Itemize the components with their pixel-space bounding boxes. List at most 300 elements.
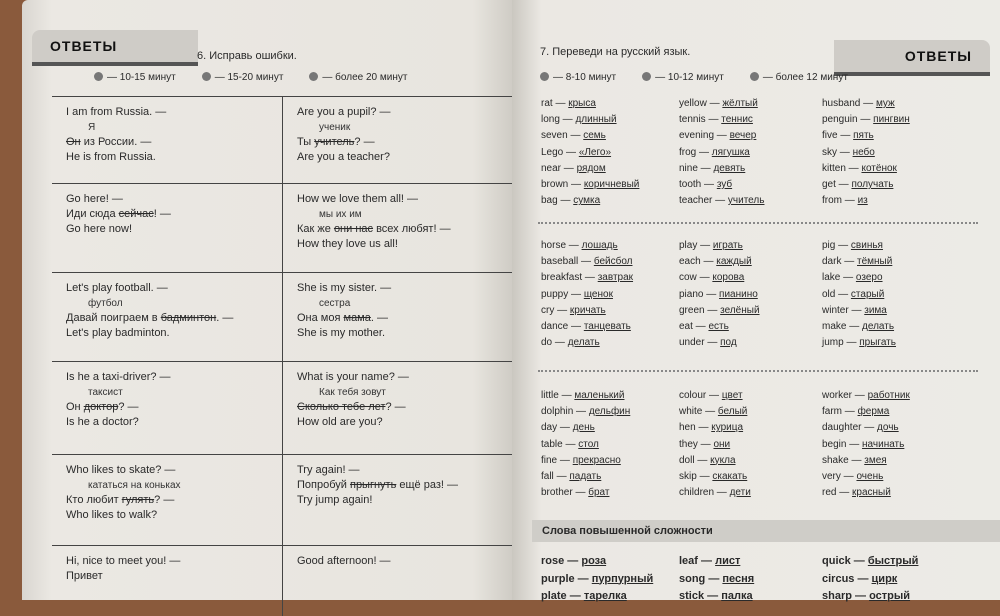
russian-word: вечер bbox=[729, 130, 757, 142]
struck-word: мама bbox=[343, 312, 371, 324]
russian-word: играть bbox=[712, 240, 743, 251]
english-word: sky bbox=[822, 146, 837, 158]
word-pair: dance — танцевать bbox=[541, 321, 631, 333]
english-word: begin bbox=[822, 438, 847, 450]
english-word: hen bbox=[679, 422, 696, 434]
table-cell bbox=[282, 546, 512, 616]
table-row bbox=[52, 545, 512, 616]
answers-tab-right: ОТВЕТЫ bbox=[834, 40, 990, 76]
corrected-sentence: Try jump again! bbox=[297, 494, 373, 506]
russian-word: небо bbox=[852, 146, 875, 158]
left-page bbox=[22, 0, 512, 600]
english-word: near bbox=[541, 162, 562, 174]
struck-word: сейчас bbox=[118, 208, 154, 220]
russian-word: старый bbox=[850, 288, 885, 300]
russian-word: тарелка bbox=[583, 590, 627, 602]
russian-word: получать bbox=[851, 179, 894, 191]
word-pair: from — из bbox=[822, 195, 868, 207]
english-word: jump bbox=[822, 337, 844, 349]
russian-word: котёнок bbox=[861, 162, 897, 174]
english-word: puppy bbox=[541, 288, 569, 300]
russian-word: зелёный bbox=[720, 304, 760, 316]
table-cell bbox=[282, 455, 512, 545]
timer-row-left bbox=[94, 72, 407, 83]
word-pair: husband — муж bbox=[822, 98, 895, 109]
english-word: worker bbox=[822, 390, 853, 401]
translation-line: Ты учитель? — bbox=[297, 136, 375, 148]
word-pair: make — делать bbox=[822, 321, 895, 333]
russian-word: лягушка bbox=[711, 146, 750, 158]
table-row bbox=[52, 361, 512, 454]
russian-word: маленький bbox=[574, 390, 625, 401]
english-word: tooth bbox=[679, 179, 702, 191]
russian-word: сумка bbox=[573, 195, 601, 207]
table-cell bbox=[52, 362, 282, 454]
word-pair: kitten — котёнок bbox=[822, 162, 897, 174]
word-pair: jump — прыгать bbox=[822, 337, 896, 349]
english-word: shake bbox=[822, 454, 849, 466]
word-pair: play — играть bbox=[679, 240, 743, 251]
english-word: five bbox=[822, 130, 838, 142]
handwritten-correction: сестра bbox=[319, 298, 351, 309]
russian-word: танцевать bbox=[583, 321, 631, 333]
russian-word: начинать bbox=[862, 438, 905, 450]
word-column bbox=[679, 388, 751, 501]
word-pair: tooth — зуб bbox=[679, 179, 733, 191]
english-word: dark bbox=[822, 256, 842, 268]
word-pair: colour — цвет bbox=[679, 390, 743, 401]
word-pair: sky — небо bbox=[822, 146, 875, 158]
word-pair: fine — прекрасно bbox=[541, 454, 621, 466]
english-word: purple bbox=[541, 572, 575, 585]
word-column bbox=[822, 388, 910, 501]
russian-word: под bbox=[720, 337, 737, 349]
word-pair: yellow — жёлтый bbox=[679, 98, 758, 109]
struck-word: гулять bbox=[121, 494, 155, 506]
word-pair: pig — свинья bbox=[822, 240, 883, 251]
russian-word: жёлтый bbox=[722, 98, 758, 109]
word-pair: rat — крыса bbox=[541, 98, 596, 109]
handwritten-correction: мы их им bbox=[319, 209, 362, 220]
corrected-sentence: Who likes to walk? bbox=[66, 509, 158, 521]
english-word: teacher bbox=[679, 195, 713, 207]
word-pair: plate — тарелка bbox=[541, 590, 627, 602]
russian-word: они bbox=[713, 438, 731, 450]
word-pair: dark — тёмный bbox=[822, 256, 893, 268]
corrected-sentence: He is from Russia. bbox=[66, 151, 156, 163]
source-sentence: Hi, nice to meet you! — bbox=[66, 555, 181, 567]
source-sentence: Are you a pupil? — bbox=[297, 106, 391, 118]
english-word: brown bbox=[541, 179, 569, 191]
russian-word: острый bbox=[869, 590, 911, 602]
advanced-words-header: Слова повышенной сложности bbox=[532, 520, 1000, 542]
russian-word: кукла bbox=[710, 454, 736, 466]
english-word: brother bbox=[541, 487, 573, 499]
handwritten-correction: ученик bbox=[319, 122, 351, 133]
russian-word: коричневый bbox=[583, 179, 640, 191]
english-word: song bbox=[679, 572, 706, 585]
translation-line: Сколько тебе лет? — bbox=[297, 401, 406, 413]
english-word: Lego bbox=[541, 146, 564, 158]
word-pair: Lego — «Лего» bbox=[541, 146, 612, 158]
source-sentence: Try again! — bbox=[297, 464, 360, 476]
word-pair: get — получать bbox=[822, 179, 894, 191]
timer-row-right bbox=[540, 72, 848, 83]
corrected-sentence: Is he a doctor? bbox=[66, 416, 139, 428]
russian-word: зима bbox=[864, 304, 887, 316]
source-sentence: Let's play football. — bbox=[66, 282, 168, 294]
russian-word: стол bbox=[578, 438, 599, 450]
word-pair: old — старый bbox=[822, 288, 885, 300]
smile-icon bbox=[94, 72, 103, 81]
english-word: fall bbox=[541, 471, 554, 483]
english-word: seven bbox=[541, 130, 568, 142]
word-pair: song — песня bbox=[679, 572, 755, 585]
word-pair: red — красный bbox=[822, 487, 891, 499]
english-word: breakfast bbox=[541, 272, 583, 284]
word-pair: little — маленький bbox=[541, 390, 625, 401]
english-word: circus bbox=[822, 572, 855, 585]
english-word: old bbox=[822, 288, 836, 300]
table-cell bbox=[52, 455, 282, 545]
english-word: red bbox=[822, 487, 837, 499]
english-word: baseball bbox=[541, 256, 579, 268]
english-word: get bbox=[822, 179, 836, 191]
source-sentence: Go here! — bbox=[66, 193, 123, 205]
table-cell bbox=[52, 184, 282, 272]
corrections-table bbox=[52, 96, 512, 616]
russian-word: дельфин bbox=[588, 406, 631, 418]
corrected-sentence: Are you a teacher? bbox=[297, 151, 390, 163]
russian-word: песня bbox=[722, 572, 755, 585]
english-word: doll bbox=[679, 454, 695, 466]
word-pair: quick — быстрый bbox=[822, 555, 919, 567]
english-word: from bbox=[822, 195, 842, 207]
word-pair: dolphin — дельфин bbox=[541, 406, 631, 418]
english-word: kitten bbox=[822, 162, 846, 174]
english-word: day bbox=[541, 422, 558, 434]
handwritten-correction: Я bbox=[88, 122, 96, 133]
timer-1: — 8-10 минут bbox=[540, 72, 616, 83]
russian-word: «Лего» bbox=[578, 146, 612, 158]
word-pair: skip — скакать bbox=[679, 471, 748, 483]
english-word: piano bbox=[679, 288, 704, 300]
english-word: colour bbox=[679, 390, 707, 401]
english-word: lake bbox=[822, 272, 841, 284]
word-pair: white — белый bbox=[679, 406, 748, 418]
translation-line: Иди сюда сейчас! — bbox=[66, 208, 171, 220]
word-pair: cow — корова bbox=[679, 272, 745, 284]
russian-word: пианино bbox=[719, 288, 758, 300]
corrected-sentence: How old are you? bbox=[297, 416, 383, 428]
russian-word: зуб bbox=[716, 179, 733, 191]
word-pair: baseball — бейсбол bbox=[541, 256, 633, 268]
russian-word: работник bbox=[867, 390, 910, 401]
table-row bbox=[52, 96, 512, 183]
word-pair: frog — лягушка bbox=[679, 146, 750, 158]
handwritten-correction: Как тебя зовут bbox=[319, 387, 386, 398]
word-column bbox=[541, 388, 630, 501]
russian-word: цирк bbox=[871, 572, 898, 585]
russian-word: пять bbox=[853, 130, 874, 142]
handwritten-correction: футбол bbox=[88, 298, 123, 309]
russian-word: ферма bbox=[857, 406, 890, 418]
russian-word: падать bbox=[569, 471, 602, 483]
russian-word: скакать bbox=[712, 471, 748, 483]
word-pair: farm — ферма bbox=[822, 406, 890, 418]
word-pair: fall — падать bbox=[541, 471, 602, 483]
russian-word: прекрасно bbox=[572, 454, 621, 466]
word-column bbox=[679, 553, 754, 606]
word-pair: cry — кричать bbox=[541, 304, 606, 316]
english-word: daughter bbox=[822, 422, 862, 434]
word-column bbox=[541, 96, 639, 209]
word-pair: under — под bbox=[679, 337, 737, 349]
russian-word: день bbox=[572, 422, 595, 434]
translation-line: Он доктор? — bbox=[66, 401, 139, 413]
translation-line: Попробуй прыгнуть ещё раз! — bbox=[297, 479, 458, 491]
word-pair: worker — работник bbox=[822, 390, 910, 401]
word-pair: winter — зима bbox=[822, 304, 887, 316]
word-pair: brother — брат bbox=[541, 487, 610, 499]
russian-word: роза bbox=[581, 555, 607, 567]
corrected-sentence: How they love us all! bbox=[297, 238, 398, 250]
english-word: table bbox=[541, 438, 563, 450]
table-cell bbox=[282, 184, 512, 272]
timer-3: — более 20 минут bbox=[309, 72, 407, 83]
russian-word: змея bbox=[864, 454, 887, 466]
word-pair: shake — змея bbox=[822, 454, 887, 466]
word-pair: seven — семь bbox=[541, 130, 606, 142]
translation-line: Он из России. — bbox=[66, 136, 152, 148]
word-pair: circus — цирк bbox=[822, 572, 898, 585]
english-word: nine bbox=[679, 162, 698, 174]
english-word: play bbox=[679, 240, 698, 251]
translation-line: Давай поиграем в бадминтон. — bbox=[66, 312, 234, 324]
table-cell bbox=[282, 273, 512, 361]
source-sentence: Is he a taxi-driver? — bbox=[66, 371, 171, 383]
table-cell bbox=[282, 97, 512, 183]
timer-1: — 10-15 минут bbox=[94, 72, 176, 83]
struck-word: доктор bbox=[83, 401, 119, 413]
english-word: husband bbox=[822, 98, 861, 109]
russian-word: семь bbox=[583, 130, 606, 142]
russian-word: есть bbox=[708, 321, 729, 333]
russian-word: очень bbox=[856, 471, 884, 483]
russian-word: делать bbox=[862, 321, 895, 333]
english-word: green bbox=[679, 304, 705, 316]
english-word: yellow bbox=[679, 98, 707, 109]
russian-word: учитель bbox=[727, 195, 765, 207]
russian-word: бейсбол bbox=[593, 256, 633, 268]
english-word: tennis bbox=[679, 114, 706, 126]
russian-word: завтрак bbox=[597, 272, 634, 284]
english-word: leaf bbox=[679, 555, 698, 567]
word-pair: piano — пианино bbox=[679, 288, 758, 300]
word-pair: near — рядом bbox=[541, 162, 606, 174]
smile-icon bbox=[202, 72, 211, 81]
word-pair: very — очень bbox=[822, 471, 884, 483]
russian-word: прыгать bbox=[859, 337, 896, 349]
word-column bbox=[822, 238, 896, 351]
translation-line: Она моя мама. — bbox=[297, 312, 388, 324]
english-word: horse bbox=[541, 240, 567, 251]
english-word: they bbox=[679, 438, 698, 450]
word-pair: sharp — острый bbox=[822, 590, 911, 602]
word-pair: penguin — пингвин bbox=[822, 114, 910, 126]
word-pair: breakfast — завтрак bbox=[541, 272, 634, 284]
english-word: rat bbox=[541, 98, 553, 109]
english-word: farm bbox=[822, 406, 842, 418]
word-pair: doll — кукла bbox=[679, 454, 736, 466]
table-cell bbox=[282, 362, 512, 454]
smile-icon bbox=[540, 72, 549, 81]
timer-2: — 10-12 минут bbox=[642, 72, 724, 83]
word-pair: bag — сумка bbox=[541, 195, 601, 207]
english-word: do bbox=[541, 337, 553, 349]
russian-word: муж bbox=[875, 98, 895, 109]
word-pair: green — зелёный bbox=[679, 304, 760, 316]
word-pair: teacher — учитель bbox=[679, 195, 765, 207]
english-word: dance bbox=[541, 321, 569, 333]
corrected-sentence: She is my mother. bbox=[297, 327, 386, 339]
struck-word: учитель bbox=[314, 136, 355, 148]
smile-icon bbox=[642, 72, 651, 81]
russian-word: пурпурный bbox=[591, 572, 654, 585]
russian-word: каждый bbox=[716, 256, 752, 268]
english-word: quick bbox=[822, 555, 851, 567]
russian-word: корова bbox=[712, 272, 745, 284]
handwritten-correction: таксист bbox=[88, 387, 123, 398]
russian-word: быстрый bbox=[867, 555, 919, 567]
russian-word: дети bbox=[729, 487, 751, 499]
divider bbox=[538, 370, 978, 372]
table-cell bbox=[52, 546, 282, 616]
word-pair: children — дети bbox=[679, 487, 751, 499]
word-pair: table — стол bbox=[541, 438, 599, 450]
word-pair: nine — девять bbox=[679, 162, 746, 174]
translation-line: Как же они нас всех любят! — bbox=[297, 223, 451, 235]
word-column bbox=[679, 238, 760, 351]
smile-icon bbox=[309, 72, 318, 81]
russian-word: белый bbox=[717, 406, 748, 418]
english-word: skip bbox=[679, 471, 697, 483]
word-pair: horse — лошадь bbox=[541, 240, 618, 251]
russian-word: свинья bbox=[850, 240, 883, 251]
english-word: winter bbox=[822, 304, 849, 316]
word-pair: hen — курица bbox=[679, 422, 744, 434]
struck-word: прыгнуть bbox=[349, 479, 397, 491]
russian-word: пингвин bbox=[873, 114, 910, 126]
word-column bbox=[541, 238, 633, 351]
word-pair: tennis — теннис bbox=[679, 114, 753, 126]
russian-word: озеро bbox=[855, 272, 883, 284]
english-word: sharp bbox=[822, 590, 852, 602]
english-word: under bbox=[679, 337, 705, 349]
task-6-title: 6. Исправь ошибки. bbox=[197, 50, 297, 62]
english-word: plate bbox=[541, 590, 567, 602]
timer-2: — 15-20 минут bbox=[202, 72, 284, 83]
russian-word: курица bbox=[711, 422, 744, 434]
word-pair: evening — вечер bbox=[679, 130, 757, 142]
word-pair: they — они bbox=[679, 438, 731, 450]
word-pair: purple — пурпурный bbox=[541, 572, 654, 585]
word-pair: leaf — лист bbox=[679, 555, 741, 567]
english-word: fine bbox=[541, 454, 558, 466]
table-row bbox=[52, 272, 512, 361]
english-word: long bbox=[541, 114, 560, 126]
russian-word: палка bbox=[721, 590, 753, 602]
word-column bbox=[822, 96, 910, 209]
russian-word: брат bbox=[588, 487, 610, 499]
russian-word: красный bbox=[852, 487, 891, 499]
word-pair: day — день bbox=[541, 422, 595, 434]
russian-word: теннис bbox=[721, 114, 753, 126]
word-pair: five — пять bbox=[822, 130, 874, 142]
russian-word: из bbox=[857, 195, 868, 207]
translation-line: Кто любит гулять? — bbox=[66, 494, 175, 506]
struck-word: Сколько тебе лет bbox=[297, 401, 386, 413]
english-word: pig bbox=[822, 240, 836, 251]
russian-word: длинный bbox=[575, 114, 617, 126]
word-pair: long — длинный bbox=[541, 114, 617, 126]
handwritten-correction: кататься на коньках bbox=[88, 480, 181, 491]
english-word: children bbox=[679, 487, 715, 499]
russian-word: дочь bbox=[877, 422, 899, 434]
source-sentence: Who likes to skate? — bbox=[66, 464, 176, 476]
russian-word: крыса bbox=[568, 98, 596, 109]
russian-word: щенок bbox=[583, 288, 613, 300]
english-word: bag bbox=[541, 195, 558, 207]
russian-word: девять bbox=[713, 162, 746, 174]
smile-icon bbox=[750, 72, 759, 81]
struck-word: Он bbox=[66, 136, 81, 148]
table-row bbox=[52, 183, 512, 272]
english-word: dolphin bbox=[541, 406, 574, 418]
corrected-sentence: Привет bbox=[66, 570, 103, 582]
word-pair: begin — начинать bbox=[822, 438, 905, 450]
russian-word: делать bbox=[567, 337, 600, 349]
timer-3: — более 12 минут bbox=[750, 72, 848, 83]
english-word: penguin bbox=[822, 114, 858, 126]
answers-tab-left: ОТВЕТЫ bbox=[32, 30, 198, 66]
word-column bbox=[822, 553, 918, 606]
russian-word: лошадь bbox=[581, 240, 618, 251]
english-word: each bbox=[679, 256, 701, 268]
word-pair: lake — озеро bbox=[822, 272, 883, 284]
english-word: eat bbox=[679, 321, 693, 333]
source-sentence: What is your name? — bbox=[297, 371, 409, 383]
word-pair: stick — палка bbox=[679, 590, 753, 602]
english-word: rose bbox=[541, 555, 565, 567]
word-column bbox=[679, 96, 764, 209]
russian-word: тёмный bbox=[857, 256, 893, 268]
word-pair: each — каждый bbox=[679, 256, 752, 268]
corrected-sentence: Go here now! bbox=[66, 223, 133, 235]
source-sentence: I am from Russia. — bbox=[66, 106, 167, 118]
table-row bbox=[52, 454, 512, 545]
divider bbox=[538, 222, 978, 224]
word-column bbox=[541, 553, 653, 606]
corrected-sentence: Let's play badminton. bbox=[66, 327, 170, 339]
english-word: make bbox=[822, 321, 847, 333]
struck-word: бадминтон bbox=[160, 312, 217, 324]
table-cell bbox=[52, 97, 282, 183]
source-sentence: She is my sister. — bbox=[297, 282, 392, 294]
word-pair: puppy — щенок bbox=[541, 288, 613, 300]
table-cell bbox=[52, 273, 282, 361]
russian-word: цвет bbox=[721, 390, 743, 401]
